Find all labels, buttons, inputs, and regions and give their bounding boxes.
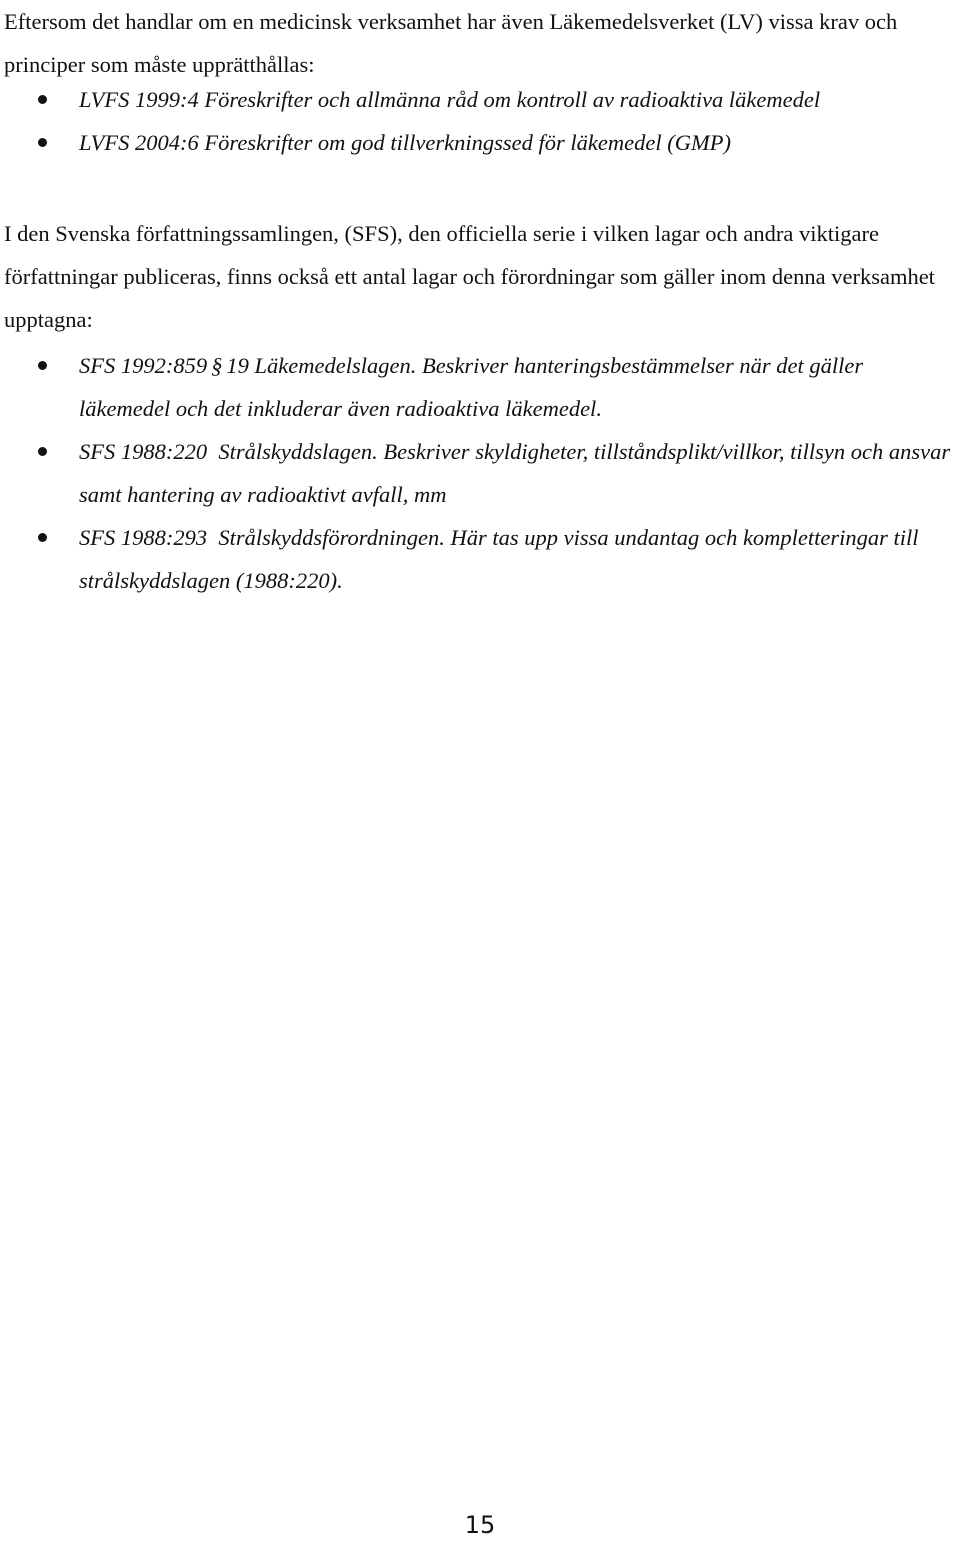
- law-description: Strålskyddsförordningen. Här tas upp vissa undantag och kompletteringar till strålskyddslagen (1988:220).: [79, 525, 919, 593]
- law-code: SFS 1992:859: [79, 353, 208, 378]
- law-code: SFS 1988:220: [79, 439, 208, 464]
- list-item-text: LVFS 2004:6 Föreskrifter om god tillverkningssed för läkemedel (GMP): [79, 130, 731, 155]
- list-item: [0, 516, 956, 602]
- list-item-text: LVFS 1999:4 Föreskrifter och allmänna råd om kontroll av radioaktiva läkemedel: [79, 87, 821, 112]
- law-description: Strålskyddslagen. Beskriver skyldigheter, tillståndsplikt/villkor, tillsyn och ansvar samt hantering av radioaktivt avfall, mm: [79, 439, 951, 507]
- list-item: [0, 121, 956, 164]
- list-item: [0, 344, 956, 430]
- intro-paragraph: Eftersom det handlar om en medicinsk verksamhet har även Läkemedelsverket (LV) vissa krav och principer som måste upprätthållas:: [4, 9, 898, 77]
- lv-regulation-list: [0, 78, 956, 164]
- bullet-icon: [38, 447, 47, 456]
- bullet-icon: [38, 95, 47, 104]
- bullet-icon: [38, 138, 47, 147]
- list-item: [0, 430, 956, 516]
- law-description: 19 Läkemedelslagen. Beskriver hanteringsbestämmelser när det gäller läkemedel och det inkluderar även radioaktiva läkemedel.: [79, 353, 864, 421]
- list-item: [0, 78, 956, 121]
- bullet-icon: [38, 533, 47, 542]
- page-number: 15: [464, 1511, 496, 1539]
- sfs-law-list: [0, 344, 956, 602]
- bullet-icon: [38, 361, 47, 370]
- section-mark: §: [211, 353, 223, 378]
- sfs-intro-paragraph: I den Svenska författningssamlingen, (SFS), den officiella serie i vilken lagar och andra viktigare författningar publiceras, finns också ett antal lagar och förordningar som gäller inom denna verksamhet upptagna:: [4, 221, 935, 332]
- law-code: SFS 1988:293: [79, 525, 208, 550]
